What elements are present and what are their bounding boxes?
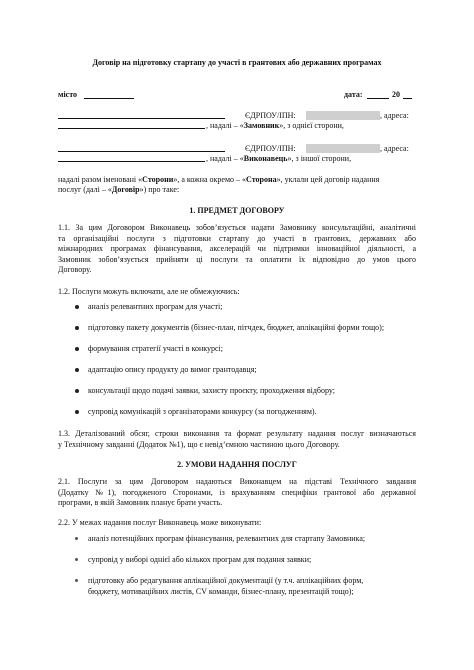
party1-name-blank[interactable] xyxy=(58,118,225,119)
service-item-continuation: бюджету, мотиваційних листів, CV команди, бізнес-плану, презентацій тощо); xyxy=(88,587,354,596)
party1-role-line: , надалі – «Замовник», з однієї сторони, xyxy=(206,121,344,130)
clause-1-1-line: Договору. xyxy=(58,265,92,274)
clause-1-1-line: Замовник зобов’язується прийняти ці послуги та оплатити їх відповідно до умов цього xyxy=(58,254,416,264)
year-blank[interactable] xyxy=(403,98,412,99)
clause-2-1-line: 2.1. Послуги за цим Договором надаються Виконавцем на підставі Технічного завдання xyxy=(58,477,416,486)
clause-2-1 xyxy=(58,477,416,509)
bullet-marker xyxy=(75,558,78,561)
service-item: адаптацію опису продукту до вимог грантодавця; xyxy=(88,365,257,374)
bullet-marker xyxy=(75,305,79,309)
clause-1-1-line: та організаційні послуги з підготовки стартапу до участі в грантових, державних або xyxy=(58,233,416,243)
service-item: підготовку або редагування аплікаційної документації (у т.ч. аплікаційних форм, xyxy=(88,576,364,585)
bullet-marker xyxy=(75,579,78,582)
bullet-marker xyxy=(75,389,79,393)
party2-address-label: , адреса: xyxy=(380,144,409,153)
date-label: дата: xyxy=(344,90,363,99)
city-blank[interactable] xyxy=(84,98,134,99)
party2-role-line: , надалі – «Виконавець», з іншої сторони, xyxy=(206,154,352,163)
service-item: аналіз релевантних програм для участі; xyxy=(88,302,223,311)
party1-address-label: , адреса: xyxy=(380,111,409,120)
clause-2-1-line: програми, в якій Замовник планує брати участь. xyxy=(58,498,223,507)
clause-1-3-line: 1.3. Деталізований обсяг, строки виконання та формат результату надання послуг визначаються xyxy=(58,429,416,438)
clause-2-1-line: (Додатку №1), погодженого Сторонами, із врахуванням специфіки грантової або державної xyxy=(58,487,416,497)
date-blank[interactable] xyxy=(367,98,389,99)
service-item: супровід комунікацій з організаторами конкурсу (за погодженням). xyxy=(88,407,317,416)
party2-edrpou-label: ЄДРПОУ/ІПН: xyxy=(245,144,296,153)
bullet-marker xyxy=(75,410,79,414)
section2-heading: 2. УМОВИ НАДАННЯ ПОСЛУГ xyxy=(177,460,297,469)
party1-address-blank[interactable] xyxy=(58,128,205,129)
clause-1-1-line: 1.1. За цим Договором Виконавець зобов’язується надати Замовнику консультаційні, аналітичні xyxy=(58,223,416,232)
bullet-marker xyxy=(75,368,79,372)
city-label: місто xyxy=(58,90,78,99)
bullet-marker xyxy=(75,537,78,540)
section1-heading: 1. ПРЕДМЕТ ДОГОВОРУ xyxy=(189,206,285,215)
intro-line-2: послуг (далі – «Договір») про таке: xyxy=(58,185,180,194)
clause-1-2: 1.2. Послуги можуть включати, але не обмежуючись: xyxy=(58,287,240,296)
service-item: підготовку пакету документів (бізнес-план, пітчдек, бюджет, аплікаційні форми тощо); xyxy=(88,323,385,332)
party2-edrpou-field[interactable] xyxy=(306,144,380,153)
bullet-marker xyxy=(75,347,79,351)
clause-1-3 xyxy=(58,429,416,450)
clause-1-3-line: у Технічному завданні (Додаток №1), що є невід’ємною частиною цього Договору. xyxy=(58,439,340,449)
clause-1-1 xyxy=(58,223,416,276)
clause-2-2: 2.2. У межах надання послуг Виконавець може виконувати: xyxy=(58,518,262,527)
year-prefix: 20 xyxy=(392,90,400,99)
service-item: супровід у виборі однієї або кількох програм для подання заявки; xyxy=(88,555,312,564)
service-item: консультації щодо подачі заявки, захисту проєкту, проходження відбору; xyxy=(88,386,335,395)
service-item: формування стратегії участі в конкурсі; xyxy=(88,344,224,353)
bullet-marker xyxy=(75,326,79,330)
party2-address-blank[interactable] xyxy=(58,161,205,162)
clause-1-1-line: міжнародних програмах фінансування, акселерацій чи підтримки інноваційної діяльності, а xyxy=(58,244,416,253)
document-title: Договір на підготовку стартапу до участі в грантових або державних програмах xyxy=(92,58,382,67)
party1-edrpou-label: ЄДРПОУ/ІПН: xyxy=(245,111,296,120)
intro-line-1: надалі разом іменовані «Сторони», а кожна окремо – «Сторона», уклали цей договір надання xyxy=(58,175,380,184)
party1-edrpou-field[interactable] xyxy=(306,111,380,120)
party2-name-blank[interactable] xyxy=(58,151,225,152)
service-item: аналіз потенційних програм фінансування, релевантних для стартапу Замовника; xyxy=(88,534,366,543)
